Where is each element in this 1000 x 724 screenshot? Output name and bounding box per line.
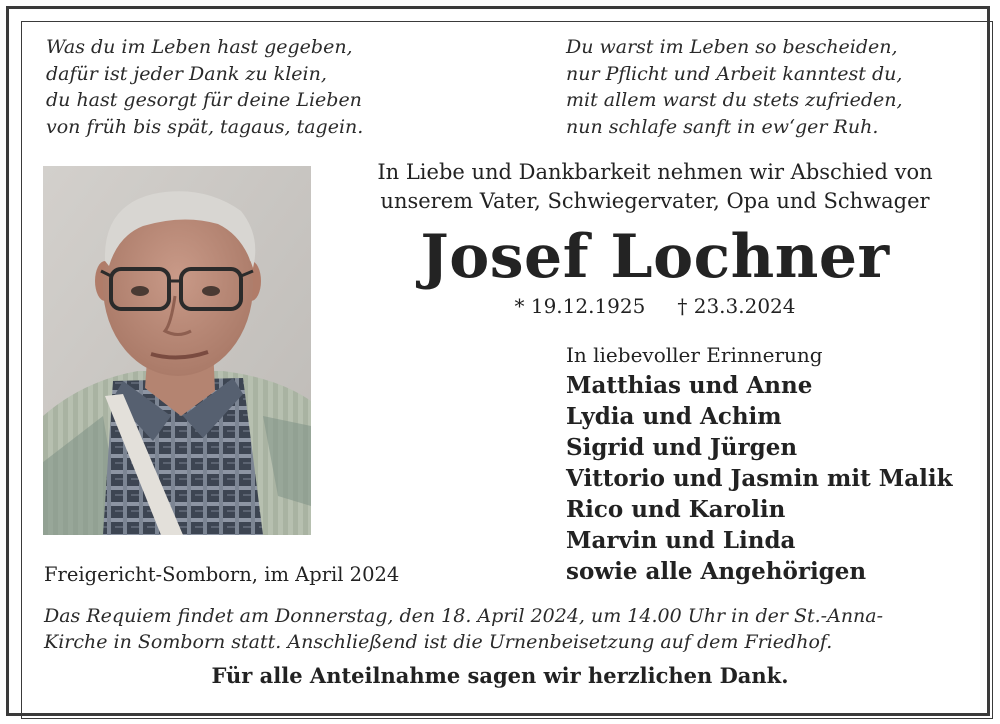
portrait-illustration	[43, 166, 311, 535]
intro-line: unserem Vater, Schwiegervater, Opa und Schwager	[380, 189, 930, 213]
poem-left-line: du hast gesorgt für deine Lieben	[46, 89, 362, 111]
family-member: Rico und Karolin	[566, 496, 786, 523]
service-line: Das Requiem findet am Donnerstag, den 18. April 2024, um 14.00 Uhr in der St.-Anna-	[44, 605, 884, 627]
memory-heading: In liebevoller Erinnerung	[566, 343, 823, 367]
intro-text	[330, 158, 980, 216]
thanks-line: Für alle Anteilnahme sagen wir herzlichen Dank.	[211, 663, 789, 688]
deceased-name: Josef Lochner	[420, 222, 890, 292]
family-member: Marvin und Linda	[566, 527, 796, 554]
poem-right-line: Du warst im Leben so bescheiden,	[566, 36, 898, 58]
family-member: Vittorio und Jasmin mit Malik	[566, 465, 953, 492]
poem-right-line: mit allem warst du stets zufrieden,	[566, 89, 903, 111]
poem-right-line: nur Pflicht und Arbeit kanntest du,	[566, 62, 903, 85]
portrait-photo	[43, 166, 311, 535]
life-dates	[330, 292, 980, 320]
poem-left-line: dafür ist jeder Dank zu klein,	[46, 62, 327, 85]
family-member: Matthias und Anne	[566, 372, 813, 399]
death-date: † 23.3.2024	[677, 294, 796, 318]
intro-line: In Liebe und Dankbarkeit nehmen wir Abschied von	[377, 160, 933, 184]
place-and-date: Freigericht-Somborn, im April 2024	[44, 563, 400, 586]
poem-left-line: von früh bis spät, tagaus, tagein.	[46, 115, 364, 138]
family-list	[566, 370, 953, 587]
service-notice	[44, 603, 964, 655]
family-member: Lydia und Achim	[566, 403, 782, 430]
poem-right	[566, 34, 903, 140]
family-member: Sigrid und Jürgen	[566, 434, 798, 461]
mourners-block	[566, 340, 953, 587]
family-member: sowie alle Angehörigen	[566, 558, 867, 585]
service-line: Kirche in Somborn statt. Anschließend ist die Urnenbeisetzung auf dem Friedhof.	[44, 631, 833, 653]
poem-left	[46, 34, 363, 140]
birth-date: * 19.12.1925	[514, 294, 646, 318]
poem-right-line: nun schlafe sanft in ew‘ger Ruh.	[566, 115, 879, 138]
poem-left-line: Was du im Leben hast gegeben,	[46, 36, 353, 58]
